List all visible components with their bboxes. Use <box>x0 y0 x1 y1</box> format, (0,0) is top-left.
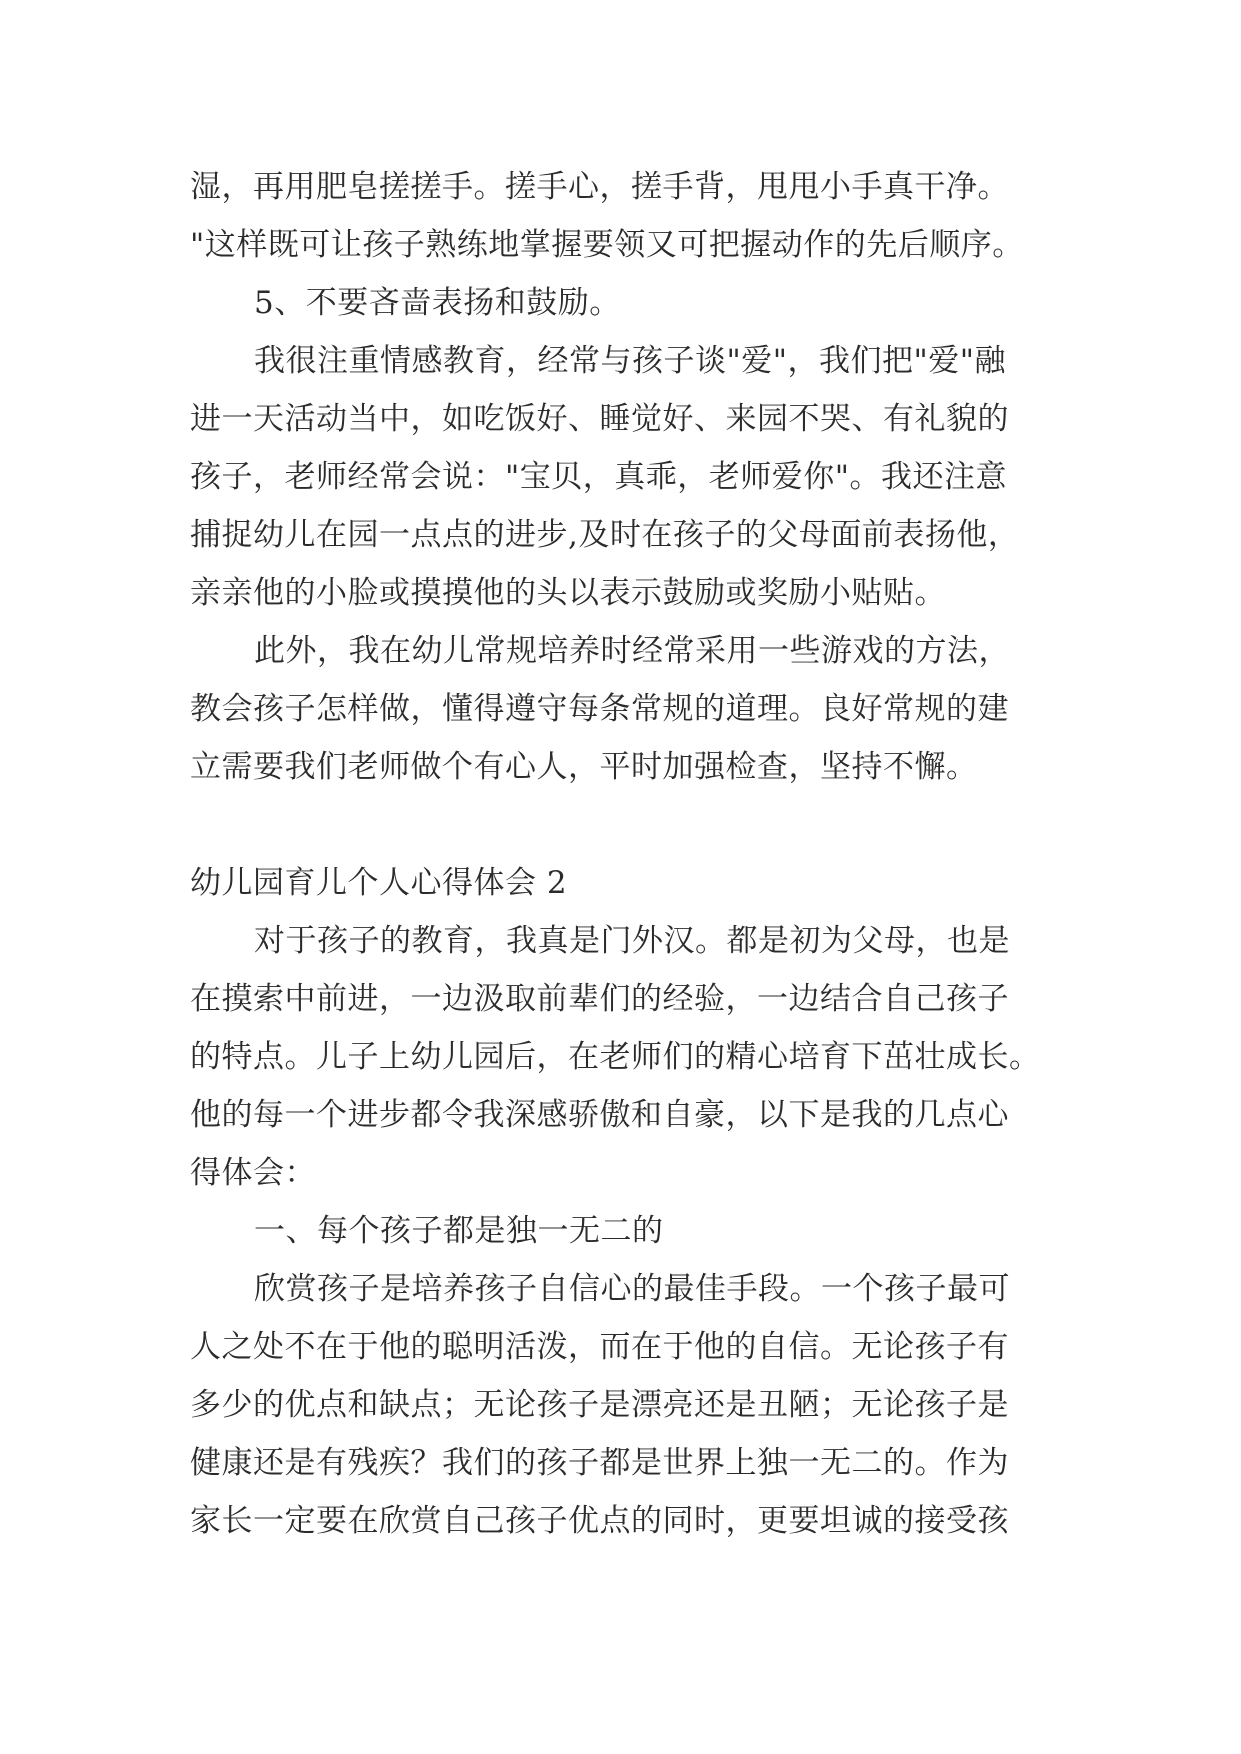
list-item-5: 5、不要吝啬表扬和鼓励。 <box>254 285 621 321</box>
subheading: 一、每个孩子都是独一无二的 <box>254 1213 664 1249</box>
paragraph-line: 亲亲他的小脸或摸摸他的头以表示鼓励或奖励小贴贴。 <box>190 575 946 611</box>
paragraph-line: 我很注重情感教育，经常与孩子谈"爱"，我们把"爱"融 <box>254 343 1007 379</box>
paragraph-line: "这样既可让孩子熟练地掌握要领又可把握动作的先后顺序。 <box>190 227 1024 263</box>
paragraph-line: 孩子，老师经常会说："宝贝，真乖，老师爱你"。我还注意 <box>190 459 1008 495</box>
paragraph-line: 得体会： <box>190 1155 316 1191</box>
paragraph-line: 对于孩子的教育，我真是门外汉。都是初为父母，也是 <box>254 923 1010 959</box>
paragraph-line: 健康还是有残疾？我们的孩子都是世界上独一无二的。作为 <box>190 1445 1009 1481</box>
continued-section <box>190 158 1060 796</box>
paragraph-line: 多少的优点和缺点；无论孩子是漂亮还是丑陋；无论孩子是 <box>190 1387 1009 1423</box>
paragraph-line: 教会孩子怎样做，懂得遵守每条常规的道理。良好常规的建 <box>190 691 1009 727</box>
paragraph-line: 欣赏孩子是培养孩子自信心的最佳手段。一个孩子最可 <box>254 1271 1010 1307</box>
paragraph-line: 此外，我在幼儿常规培养时经常采用一些游戏的方法， <box>254 633 1010 669</box>
section-2 <box>190 854 1060 1550</box>
paragraph-line: 湿，再用肥皂搓搓手。搓手心，搓手背，甩甩小手真干净。 <box>190 169 1009 205</box>
paragraph-line: 捕捉幼儿在园一点点的进步,及时在孩子的父母面前表扬他， <box>190 517 1020 553</box>
paragraph-line: 他的每一个进步都令我深感骄傲和自豪，以下是我的几点心 <box>190 1097 1009 1133</box>
paragraph-line: 在摸索中前进，一边汲取前辈们的经验，一边结合自己孩子 <box>190 981 1009 1017</box>
paragraph-line: 人之处不在于他的聪明活泼，而在于他的自信。无论孩子有 <box>190 1329 1009 1365</box>
paragraph-line: 进一天活动当中，如吃饭好、睡觉好、来园不哭、有礼貌的 <box>190 401 1009 437</box>
paragraph-line: 的特点。儿子上幼儿园后，在老师们的精心培育下茁壮成长。 <box>190 1039 1041 1075</box>
paragraph-line: 家长一定要在欣赏自己孩子优点的同时，更要坦诚的接受孩 <box>190 1503 1009 1539</box>
section-title: 幼儿园育儿个人心得体会 2 <box>190 865 568 901</box>
paragraph-line: 立需要我们老师做个有心人，平时加强检查，坚持不懈。 <box>190 749 978 785</box>
